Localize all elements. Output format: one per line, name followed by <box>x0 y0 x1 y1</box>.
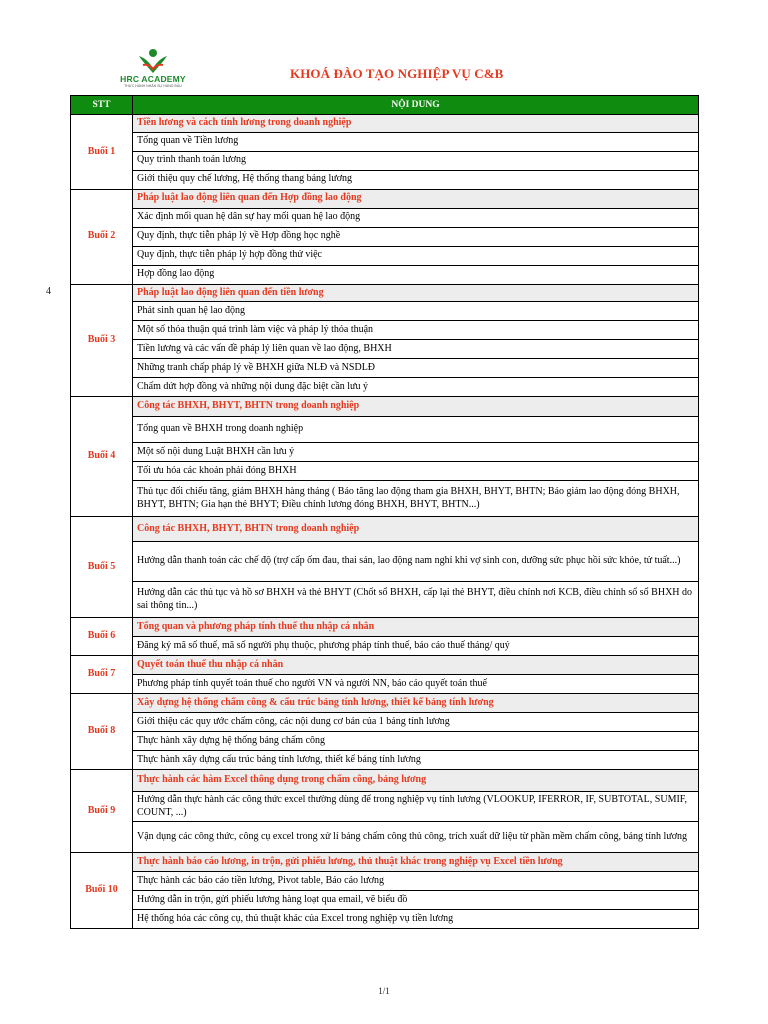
content-item: Thực hành các báo cáo tiền lương, Pivot table, Báo cáo lương <box>133 872 699 891</box>
margin-number: 4 <box>46 286 51 297</box>
table-row <box>71 151 699 170</box>
table-row <box>71 359 699 378</box>
session-title-row <box>71 853 699 872</box>
table-row <box>71 891 699 910</box>
content-item: Tối ưu hóa các khoản phải đóng BHXH <box>133 462 699 481</box>
session-label: Buổi 7 <box>71 656 133 694</box>
session-label: Buổi 9 <box>71 770 133 853</box>
content-item: Quy định, thực tiễn pháp lý hợp đồng thử việc <box>133 246 699 265</box>
header-noi-dung: NỘI DUNG <box>133 96 699 115</box>
session-title: Tiền lương và cách tính lương trong doanh nghiệp <box>133 115 699 133</box>
table-row <box>71 417 699 443</box>
content-item: Hướng dẫn thanh toán các chế độ (trợ cấp ốm đau, thai sản, lao động nam nghỉ khi vợ sinh con, dưỡng sức phục hồi sức khỏe, tử tuất...) <box>133 542 699 582</box>
content-item: Tiền lương và các vấn đề pháp lý liên quan về lao động, BHXH <box>133 340 699 359</box>
table-row <box>71 910 699 929</box>
page-number: 1/1 <box>378 986 390 996</box>
session-label: Buổi 1 <box>71 115 133 190</box>
table-row <box>71 462 699 481</box>
table-row <box>71 675 699 694</box>
hrc-academy-logo <box>112 48 194 90</box>
content-item: Quy định, thực tiễn pháp lý về Hợp đồng học nghề <box>133 227 699 246</box>
session-title: Pháp luật lao động liên quan đến Hợp đồng lao động <box>133 189 699 208</box>
content-item: Phương pháp tính quyết toán thuế cho người VN và người NN, báo cáo quyết toán thuế <box>133 675 699 694</box>
table-row <box>71 822 699 853</box>
content-item: Vận dụng các công thức, công cụ excel trong xử lí bảng chấm công thủ công, trích xuất dữ liệu từ phần mềm chấm công, bảng tính lương <box>133 822 699 853</box>
content-item: Hướng dẫn in trộn, gửi phiếu lương hàng loạt qua email, vẽ biểu đồ <box>133 891 699 910</box>
session-label: Buổi 2 <box>71 189 133 284</box>
session-title: Công tác BHXH, BHYT, BHTN trong doanh nghiệp <box>133 397 699 417</box>
session-title: Công tác BHXH, BHYT, BHTN trong doanh nghiệp <box>133 517 699 542</box>
content-item: Thủ tục đối chiếu tăng, giảm BHXH hàng tháng ( Báo tăng lao động tham gia BHXH, BHYT, BHTN; Báo giảm lao động đóng BHXH, BHYT, BHTN; Gia hạn thẻ BHYT; Điều chỉnh lương đóng BHXH, BHYT, BHTN...) <box>133 481 699 517</box>
content-item: Phát sinh quan hệ lao động <box>133 302 699 321</box>
content-item: Hệ thống hóa các công cụ, thủ thuật khác của Excel trong nghiệp vụ tiền lương <box>133 910 699 929</box>
session-title: Tổng quan và phương pháp tính thuế thu nhập cá nhân <box>133 618 699 637</box>
page-title: KHOÁ ĐÀO TẠO NGHIỆP VỤ C&B <box>290 66 504 81</box>
session-title-row <box>71 115 699 133</box>
content-item: Tổng quan về Tiền lương <box>133 132 699 151</box>
table-row <box>71 246 699 265</box>
session-title-row <box>71 694 699 713</box>
content-item: Đăng ký mã số thuế, mã số người phụ thuộc, phương pháp tính thuế, báo cáo thuế tháng/ quý <box>133 637 699 656</box>
session-title: Thực hành báo cáo lương, in trộn, gửi phiếu lương, thủ thuật khác trong nghiệp vụ Excel tiền lương <box>133 853 699 872</box>
content-item: Hướng dẫn các thủ tục và hồ sơ BHXH và thẻ BHYT (Chốt sổ BHXH, cấp lại thẻ BHYT, điều chỉnh nơi KCB, điều chỉnh sổ sổ BHXH do sai thông tin...) <box>133 582 699 618</box>
table-row <box>71 792 699 822</box>
session-label: Buổi 6 <box>71 618 133 656</box>
table-row <box>71 302 699 321</box>
content-item: Những tranh chấp pháp lý về BHXH giữa NLĐ và NSDLĐ <box>133 359 699 378</box>
session-title: Pháp luật lao động liên quan đến tiền lương <box>133 284 699 302</box>
table-row <box>71 732 699 751</box>
content-item: Hướng dẫn thực hành các công thức excel thường dùng để trong nghiệp vụ tính lương (VLOOKUP, IFERROR, IF, SUBTOTAL, SUMIF, COUNT, ...) <box>133 792 699 822</box>
table-row <box>71 265 699 284</box>
logo-tagline: THỰC HÀNH NHÂN SỰ HÀNG ĐẦU <box>124 84 182 88</box>
course-schedule-table <box>70 95 699 929</box>
table-row <box>71 637 699 656</box>
table-row <box>71 378 699 397</box>
table-row <box>71 751 699 770</box>
session-title-row <box>71 618 699 637</box>
session-label: Buổi 3 <box>71 284 133 397</box>
table-row <box>71 170 699 189</box>
session-title-row <box>71 770 699 792</box>
header-stt: STT <box>71 96 133 115</box>
session-title-row <box>71 397 699 417</box>
content-item: Một số thỏa thuận quá trình làm việc và pháp lý thỏa thuận <box>133 321 699 340</box>
content-item: Thực hành xây dựng hệ thống bảng chấm công <box>133 732 699 751</box>
content-item: Giới thiệu quy chế lương, Hệ thống thang bảng lương <box>133 170 699 189</box>
table-header-row <box>71 96 699 115</box>
session-title-row <box>71 656 699 675</box>
table-row <box>71 340 699 359</box>
table-row <box>71 713 699 732</box>
session-label: Buổi 8 <box>71 694 133 770</box>
table-row <box>71 443 699 462</box>
session-title-row <box>71 189 699 208</box>
session-title: Thực hành các hàm Excel thông dụng trong chấm công, bảng lương <box>133 770 699 792</box>
table-row <box>71 542 699 582</box>
table-row <box>71 227 699 246</box>
session-label: Buổi 5 <box>71 517 133 618</box>
content-item: Xác định mối quan hệ dân sự hay mối quan hệ lao động <box>133 208 699 227</box>
session-label: Buổi 10 <box>71 853 133 929</box>
table-row <box>71 208 699 227</box>
table-row <box>71 321 699 340</box>
session-title: Xây dựng hệ thống chấm công & cấu trúc bảng tính lương, thiết kế bảng tính lương <box>133 694 699 713</box>
content-item: Một số nội dung Luật BHXH cần lưu ý <box>133 443 699 462</box>
content-item: Chấm dứt hợp đồng và những nội dung đặc biệt cần lưu ý <box>133 378 699 397</box>
content-item: Quy trình thanh toán lương <box>133 151 699 170</box>
session-title: Quyết toán thuế thu nhập cá nhân <box>133 656 699 675</box>
table-row <box>71 481 699 517</box>
session-title-row <box>71 517 699 542</box>
table-row <box>71 132 699 151</box>
content-item: Thực hành xây dựng cấu trúc bảng tính lương, thiết kế bảng tính lương <box>133 751 699 770</box>
table-body <box>71 115 699 929</box>
session-label: Buổi 4 <box>71 397 133 517</box>
content-item: Giới thiệu các quy ước chấm công, các nội dung cơ bản của 1 bảng tính lương <box>133 713 699 732</box>
session-title-row <box>71 284 699 302</box>
content-item: Hợp đồng lao động <box>133 265 699 284</box>
logo-emblem-icon <box>131 48 175 74</box>
table-row <box>71 582 699 618</box>
table-row <box>71 872 699 891</box>
logo-name: HRC ACADEMY <box>120 74 186 84</box>
content-item: Tổng quan về BHXH trong doanh nghiệp <box>133 417 699 443</box>
